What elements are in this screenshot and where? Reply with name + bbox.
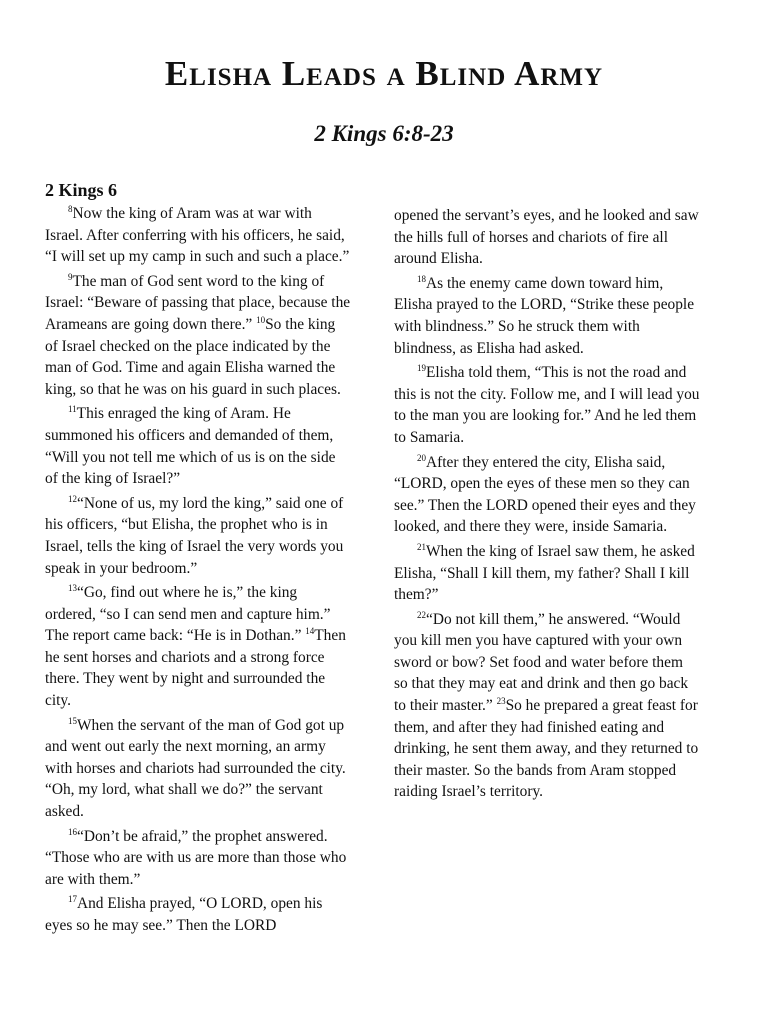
verse-number: 10	[256, 314, 266, 325]
verse-number: 19	[417, 363, 426, 374]
verse-paragraph	[394, 273, 700, 359]
verse-number: 18	[417, 273, 426, 284]
verse-paragraph	[394, 205, 700, 270]
verse-paragraph	[394, 609, 700, 803]
verse-number: 11	[68, 404, 77, 415]
chapter-heading: 2 Kings 6	[45, 180, 118, 200]
verse-paragraph	[45, 493, 351, 579]
scripture-reference: 2 Kings 6:8-23	[314, 121, 454, 146]
verse-number: 9	[68, 271, 73, 282]
verse-number: 15	[68, 715, 77, 726]
page-title: Elisha Leads a Blind Army	[164, 54, 604, 93]
verse-text: So he prepared a great feast for them, and after they had finished eating and drinking, he sent them away, and they returned to their master. So the bands from Aram stopped raiding Israel’s territory.	[394, 697, 699, 801]
verse-text: “Don’t be afraid,” the prophet answered. “Those who are with us are more than those who are with them.”	[45, 827, 347, 888]
verse-text: “None of us, my lord the king,” said one of his officers, “but Elisha, the prophet who is in Israel, tells the king of Israel the very words you speak in your bedroom.”	[45, 494, 344, 577]
verse-text: After they entered the city, Elisha said, “LORD, open the eyes of these men so they can see.” Then the LORD opened their eyes and they looked, and there they were, inside Samaria.	[394, 453, 696, 536]
verse-paragraph	[45, 582, 351, 712]
right-paragraphs	[394, 205, 700, 803]
verse-number: 12	[68, 493, 77, 504]
left-paragraphs	[45, 203, 351, 937]
verse-number: 22	[417, 609, 426, 620]
verse-number: 14	[305, 626, 315, 637]
verse-text: Now the king of Aram was at war with Israel. After conferring with his officers, he said, “I will set up my camp in such and such a place.”	[45, 205, 350, 266]
verse-number: 20	[417, 452, 426, 463]
verse-paragraph	[394, 452, 700, 538]
verse-paragraph	[45, 893, 351, 936]
verse-number: 17	[68, 894, 77, 905]
verse-number: 16	[68, 826, 77, 837]
verse-text: And Elisha prayed, “O LORD, open his eyes so he may see.” Then the LORD	[45, 895, 323, 934]
verse-number: 13	[68, 582, 77, 593]
verse-number: 21	[417, 541, 426, 552]
verse-paragraph	[394, 541, 700, 606]
verse-number: 8	[68, 203, 73, 214]
verse-text: “Go, find out where he is,” the king ordered, “so I can send men and capture him.” The report came back: “He is in Dothan.”	[45, 584, 331, 645]
verse-number: 23	[496, 695, 506, 706]
verse-text: As the enemy came down toward him, Elisha prayed to the LORD, “Strike these people with blindness.” So he struck them with blindness, as Elisha had asked.	[394, 274, 695, 357]
verse-text: opened the servant’s eyes, and he looked and saw the hills full of horses and chariots of fire all around Elisha.	[394, 207, 699, 268]
verse-text: When the servant of the man of God got up and went out early the next morning, an army with horses and chariots had surrounded the city. “Oh, my lord, what shall we do?” the servant asked.	[45, 716, 346, 821]
verse-text: Then he sent horses and chariots and a strong force there. They went by night and surrounded the city.	[45, 627, 346, 710]
verse-paragraph	[45, 826, 351, 891]
verse-paragraph	[45, 715, 351, 823]
verse-text: “Do not kill them,” he answered. “Would you kill men you have captured with your own sword or bow? Set food and water before them so that they may eat and drink and then go back to their master.”	[394, 610, 689, 715]
verse-paragraph	[394, 362, 700, 448]
verse-text: Elisha told them, “This is not the road and this is not the city. Follow me, and I will lead you to the man you are looking for.” And he led them to Samaria.	[394, 364, 700, 446]
verse-text: So the king of Israel checked on the place indicated by the man of God. Time and again Elisha warned the king, so that he was on his guard in such places.	[45, 315, 341, 398]
verse-paragraph	[45, 271, 351, 401]
verse-text: The man of God sent word to the king of Israel: “Beware of passing that place, because the Arameans are going down there.”	[45, 272, 351, 333]
verse-text: When the king of Israel saw them, he asked Elisha, “Shall I kill them, my father? Shall I kill them?”	[394, 542, 695, 604]
right-column	[394, 205, 700, 806]
left-column	[45, 178, 351, 940]
verse-paragraph	[45, 203, 351, 268]
verse-text: This enraged the king of Aram. He summoned his officers and demanded of them, “Will you not tell me which of us is on the side of the king of Israel?”	[45, 405, 336, 488]
verse-paragraph	[45, 403, 351, 489]
